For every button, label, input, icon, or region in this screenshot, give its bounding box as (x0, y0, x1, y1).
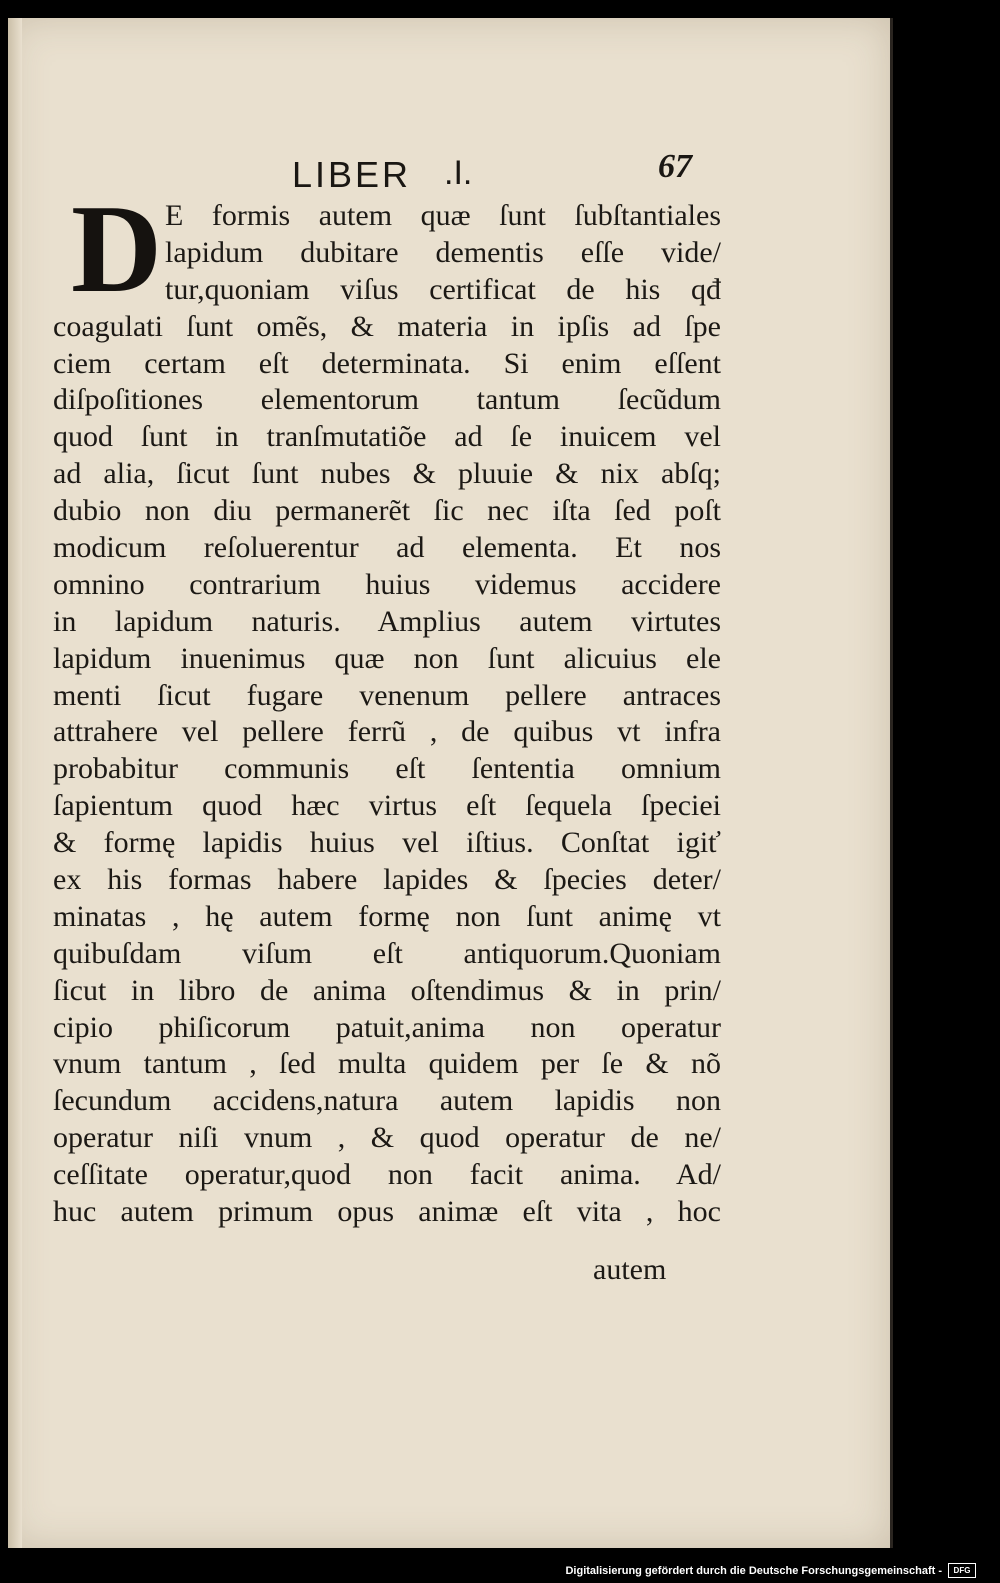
text-line: huc autem primum opus animæ eſt vita , hoc (53, 1195, 721, 1229)
dfg-logo-icon: DFG (948, 1563, 976, 1578)
text-line: quod ſunt in tranſmutatiõe ad ſe inuicem vel (53, 420, 721, 454)
text-line: ſecundum accidens,natura autem lapidis non (53, 1084, 721, 1118)
text-line: omnino contrarium huius videmus accidere (53, 567, 721, 601)
text-line: in lapidum naturis. Amplius autem virtutes (53, 604, 721, 638)
text-line: ad alia, ſicut ſunt nubes & pluuie & nix abſq; (53, 457, 721, 491)
text-line: ex his formas habere lapides & ſpecies deter/ (53, 863, 721, 897)
page-number: 67 (658, 148, 692, 185)
text-line: ciem certam eſt determinata. Si enim eſſent (53, 346, 721, 380)
text-line: cipio phiſicorum patuit,anima non operatur (53, 1010, 721, 1044)
text-line: coagulati ſunt omẽs, & materia in ipſis ad ſpe (53, 309, 721, 343)
text-line: quibuſdam viſum eſt antiquorum.Quoniam (53, 936, 721, 970)
book-page (8, 18, 893, 1548)
text-line: E formis autem quæ ſunt ſubſtantiales (165, 199, 721, 232)
text-line: attrahere vel pellere ferrũ , de quibus vt infra (53, 715, 721, 749)
text-line: lapidum inuenimus quæ non ſunt alicuius ele (53, 641, 721, 675)
text-line: diſpoſitiones elementorum tantum ſecũdum (53, 383, 721, 417)
text-line: lapidum dubitare dementis eſſe vide/ (165, 235, 721, 269)
page-gutter (8, 18, 22, 1548)
text-line: operatur niſi vnum , & quod operatur de ne/ (53, 1121, 721, 1155)
text-line: menti ſicut fugare venenum pellere antraces (53, 678, 721, 712)
text-line: dubio non diu permanerẽt ſic nec iſta ſed poſt (53, 494, 721, 528)
text-line: ſapientum quod hæc virtus eſt ſequela ſpeciei (53, 789, 721, 823)
text-line: probabitur communis eſt ſententia omnium (53, 752, 721, 786)
text-line: ceſſitate operatur,quod non facit anima. Ad/ (53, 1158, 721, 1192)
text-line: modicum reſoluerentur ad elementa. Et nos (53, 531, 721, 565)
text-block (53, 180, 721, 1231)
catchword: autem (593, 1253, 667, 1286)
decorated-initial: D (71, 180, 162, 319)
digitization-credit (565, 1563, 976, 1578)
text-line: minatas , hę autem formę non ſunt animę vt (53, 899, 721, 933)
text-line: ſicut in libro de anima oſtendimus & in prin/ (53, 973, 721, 1007)
running-title: LIBER (292, 154, 412, 195)
credit-text: Digitalisierung gefördert durch die Deutsche Forschungsgemeinschaft - (565, 1564, 942, 1577)
text-line: vnum tantum , ſed multa quidem per ſe & nõ (53, 1047, 721, 1081)
text-line: & formę lapidis huius vel iſtius. Conſtat igiť (53, 826, 721, 860)
book-number: .I. (444, 154, 473, 192)
text-line: tur,quoniam viſus certificat de his qđ (165, 272, 721, 306)
